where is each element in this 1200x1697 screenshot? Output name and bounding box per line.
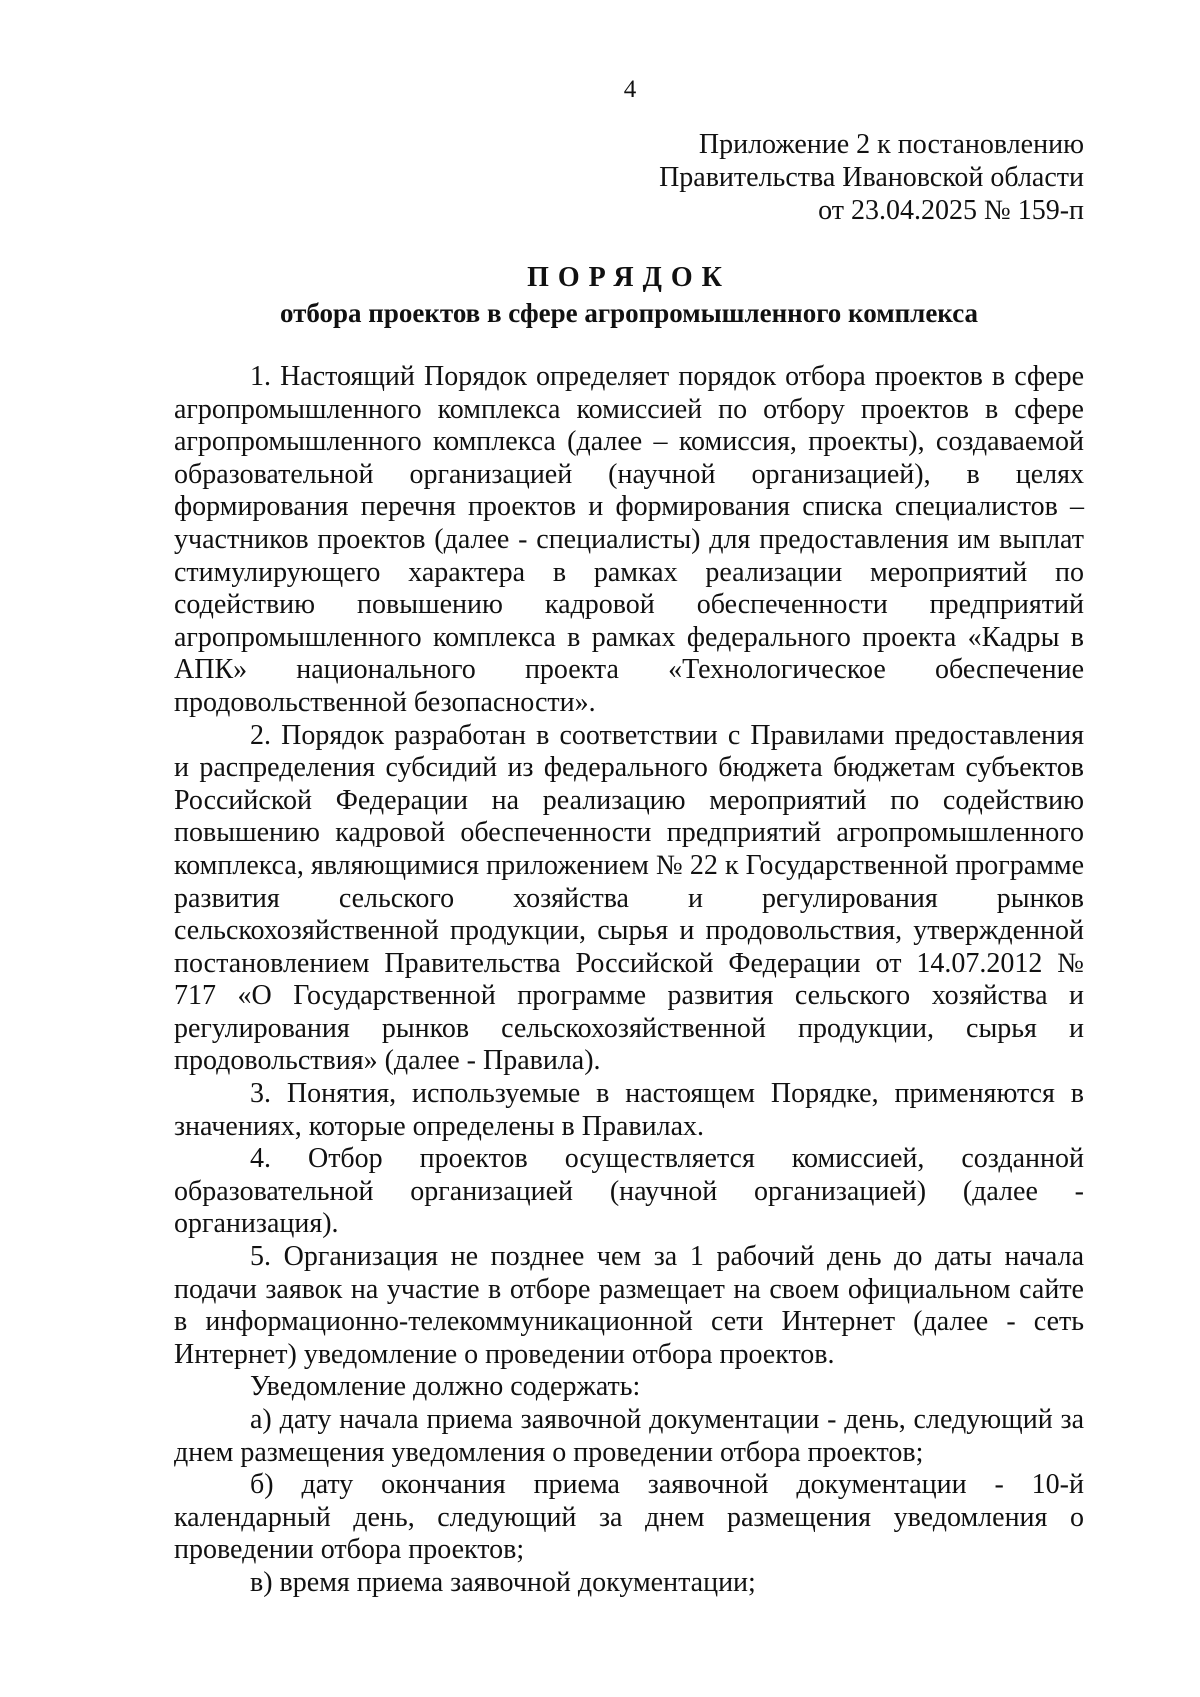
appendix-line-3: от 23.04.2025 № 159-п: [818, 195, 1084, 226]
appendix-line-1: Приложение 2 к постановлению: [698, 129, 1084, 160]
list-item-v: в) время приема заявочной документации;: [250, 1566, 756, 1598]
paragraph-4: 4. Отбор проектов осуществляется комиссией, созданной образовательной организацией (научной организацией) (далее - организация).: [174, 1143, 1084, 1240]
appendix-line-2: Правительства Ивановской области: [659, 162, 1084, 193]
list-item-b: б) дату окончания приема заявочной документации - 10-й календарный день, следующий за днем размещения уведомления о проведении отбора проектов;: [174, 1469, 1084, 1566]
paragraph-5: 5. Организация не позднее чем за 1 рабочий день до даты начала подачи заявок на участие в отборе размещает на своем официальном сайте в информационно-телекоммуникационной сети Интернет (далее - сеть Интернет) уведомление о проведении отбора проектов.: [174, 1241, 1084, 1370]
paragraph-3: 3. Понятия, используемые в настоящем Порядке, применяются в значениях, которые определены в Правилах.: [174, 1078, 1084, 1142]
appendix-reference: [384, 128, 1084, 227]
notification-intro: Уведомление должно содержать:: [250, 1371, 641, 1403]
list-item-a: а) дату начала приема заявочной документации - день, следующий за днем размещения уведомления о проведении отбора проектов;: [174, 1404, 1084, 1468]
document-body: [174, 361, 1084, 1600]
document-title: ПОРЯДОК: [527, 262, 731, 293]
paragraph-1: 1. Настоящий Порядок определяет порядок отбора проектов в сфере агропромышленного комплекса комиссией по отбору проектов в сфере агропромышленного комплекса (далее – комиссия, проекты), создаваемой образовательной организацией (научной организацией), в целях формирования перечня проектов и формирования списка специалистов – участников проектов (далее - специалисты) для предоставления им выплат стимулирующего характера в рамках реализации мероприятий по содействию повышению кадровой обеспеченности предприятий агропромышленного комплекса в рамках федерального проекта «Кадры в АПК» национального проекта «Технологическое обеспечение продовольственной безопасности».: [174, 361, 1084, 718]
document-subtitle: отбора проектов в сфере агропромышленного комплекса: [279, 298, 979, 328]
paragraph-2: 2. Порядок разработан в соответствии с Правилами предоставления и распределения субсидий из федерального бюджета бюджетам субъектов Российской Федерации на реализацию мероприятий по содействию повышению кадровой обеспеченности предприятий агропромышленного комплекса, являющимися приложением № 22 к Государственной программе развития сельского хозяйства и регулирования рынков сельскохозяйственной продукции, сырья и продовольствия, утвержденной постановлением Правительства Российской Федерации от 14.07.2012 № 717 «О Государственной программе развития сельского хозяйства и регулирования рынков сельскохозяйственной продукции, сырья и продовольствия» (далее - Правила).: [174, 719, 1084, 1077]
page-number: 4: [623, 76, 637, 103]
